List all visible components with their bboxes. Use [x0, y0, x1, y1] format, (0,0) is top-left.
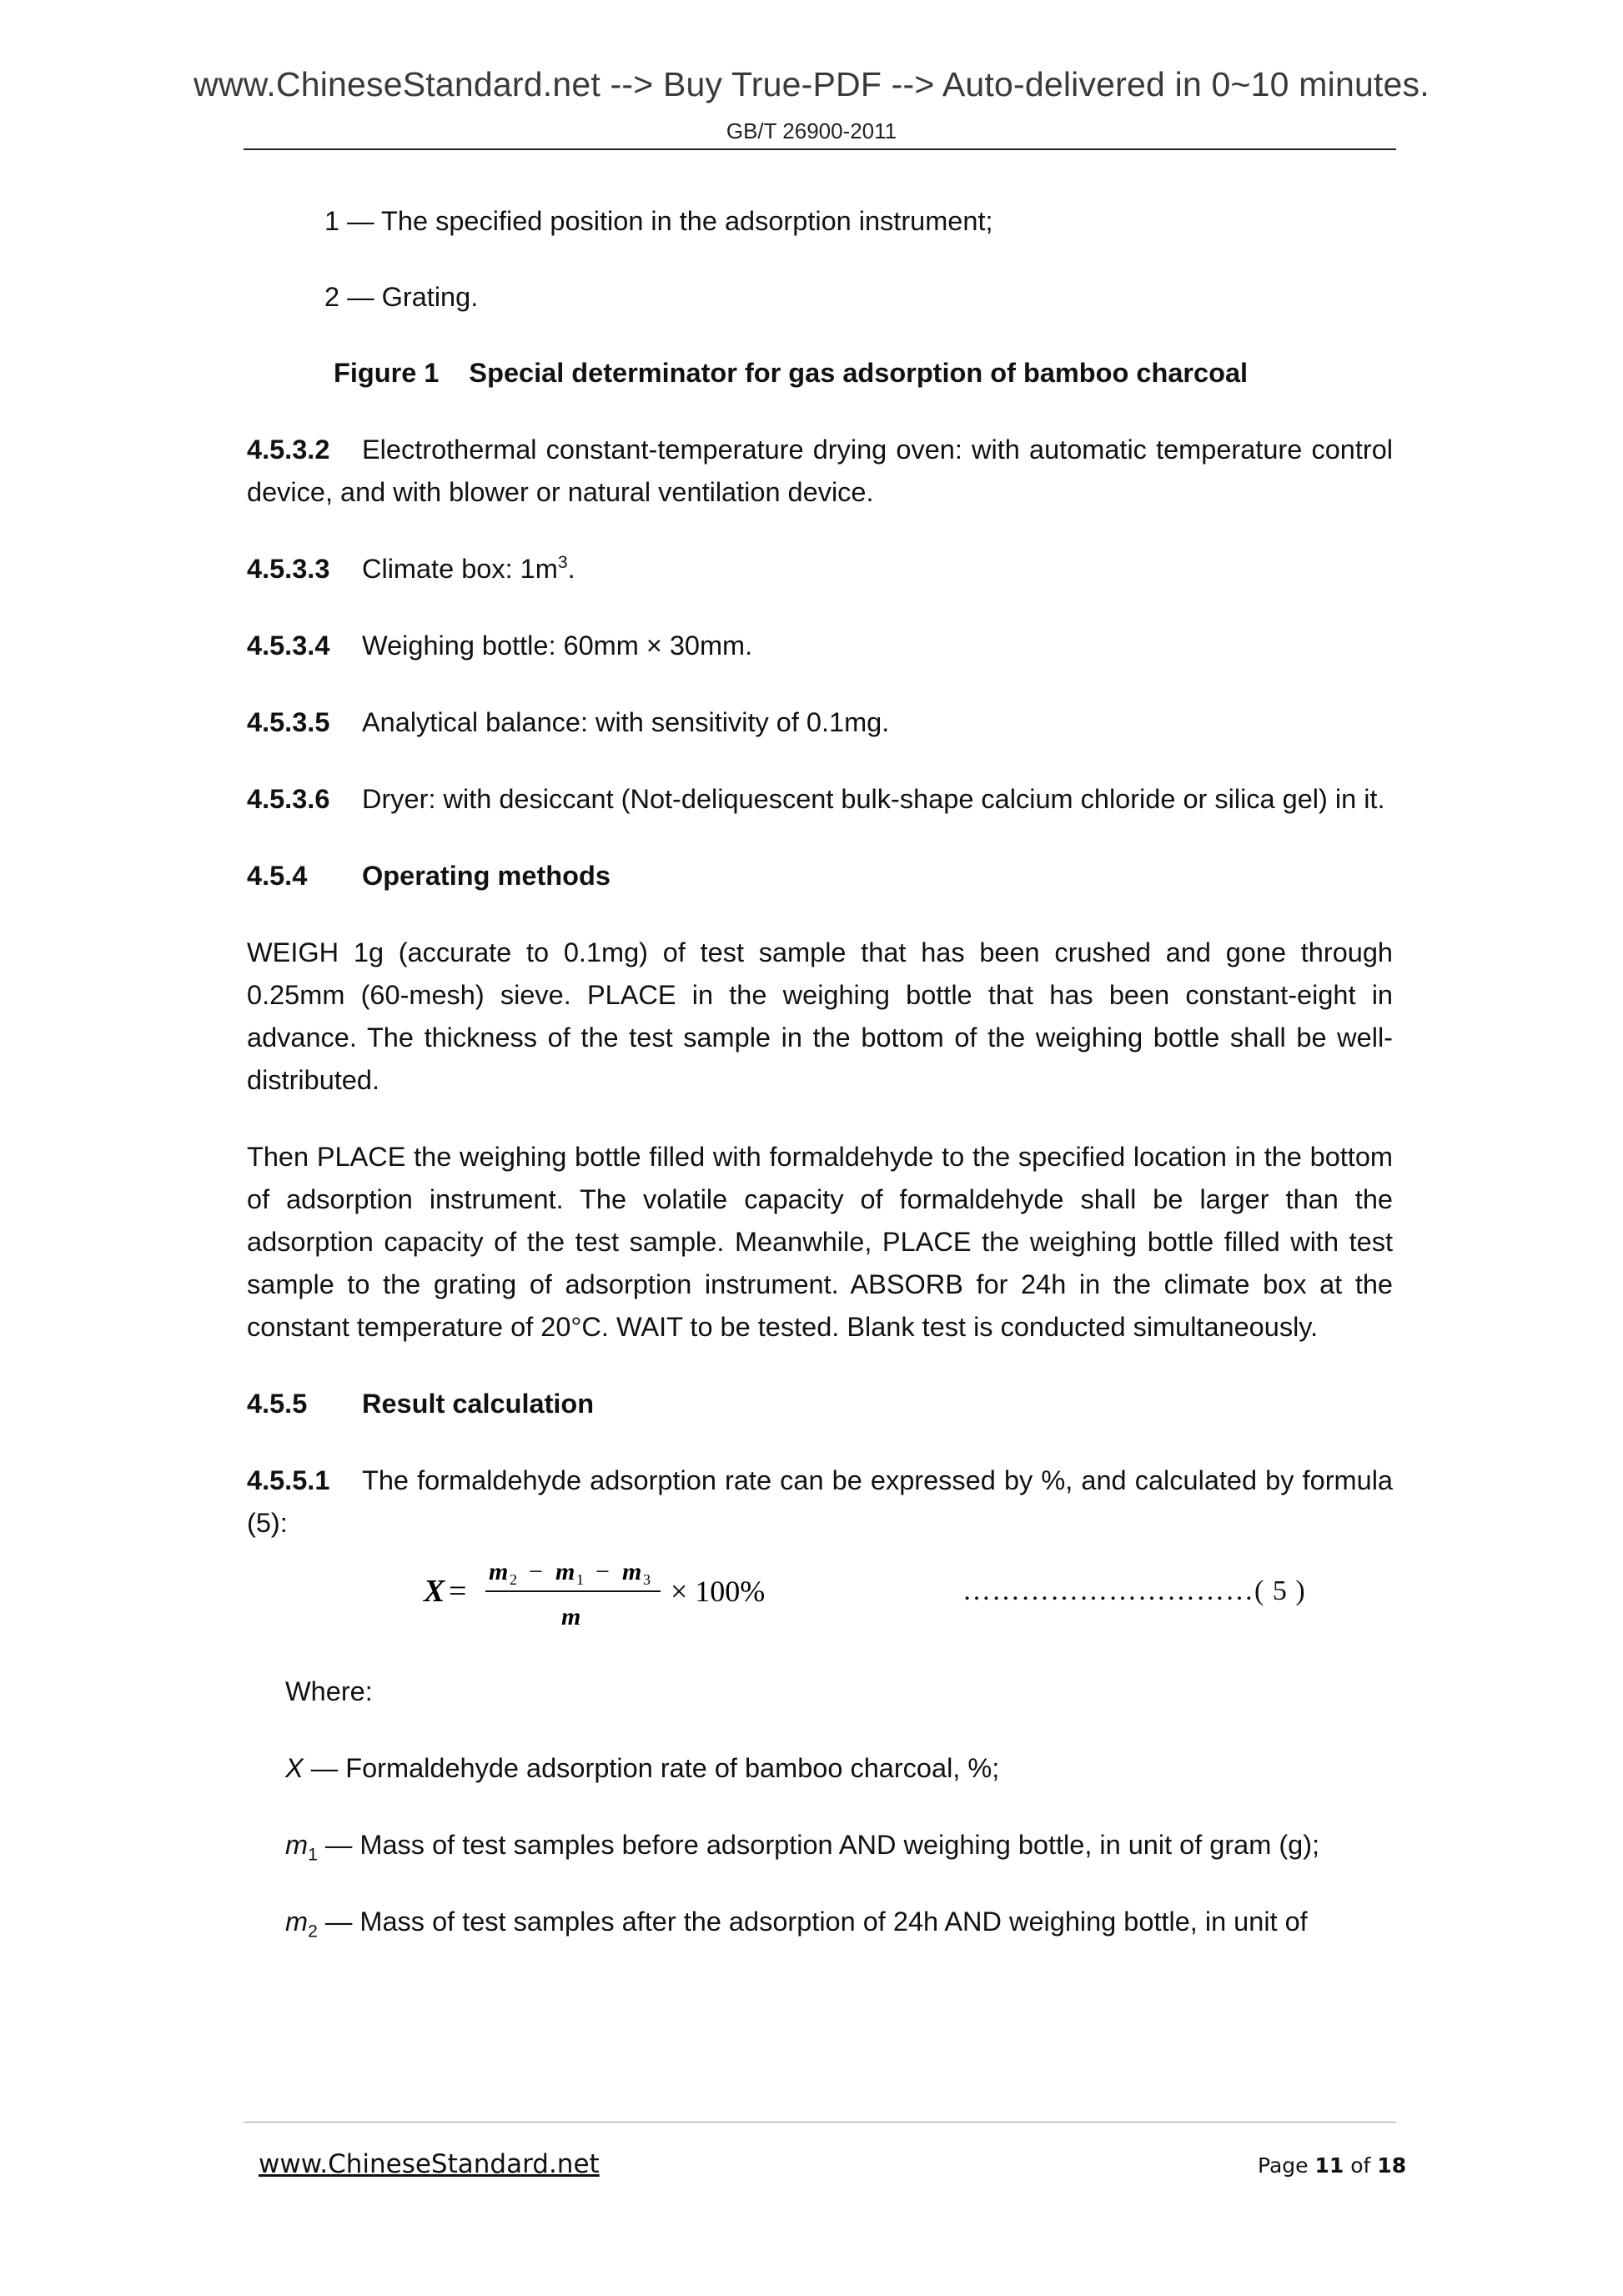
section-heading-454 — [247, 855, 1393, 897]
symbol-m1: m — [285, 1830, 309, 1860]
clause-text-tail: . — [567, 554, 575, 584]
formula-lhs: X — [424, 1574, 445, 1609]
clause-superscript: 3 — [557, 553, 568, 573]
section-number: 4.5.5 — [247, 1389, 308, 1419]
section-heading-455 — [247, 1383, 1393, 1425]
where-intro: Where: — [285, 1676, 373, 1706]
footer-site-link[interactable]: www.ChineseStandard.net — [259, 2149, 600, 2179]
formula-expression — [424, 1551, 857, 1635]
clause-text: Electrothermal constant-temperature drying oven: with automatic temperature control device, and with blower or natural ventilation device. — [247, 435, 1393, 507]
formula-m2: m — [489, 1558, 509, 1585]
symbol-m1-sub: 1 — [308, 1845, 318, 1865]
document-body — [247, 200, 1393, 1943]
formula-equals: = — [449, 1574, 467, 1609]
legend-item-1: 1 — The specified position in the adsorption instrument; — [324, 206, 993, 236]
page-of: of — [1350, 2153, 1371, 2178]
formula-denominator: m — [561, 1603, 581, 1630]
clause-text: Dryer: with desiccant (Not-deliquescent bulk-shape calcium chloride or silica gel) in it. — [362, 784, 1385, 814]
clause-4533 — [247, 548, 1393, 590]
figure-number: Figure 1 — [334, 358, 440, 388]
symbol-x: X — [285, 1753, 304, 1783]
clause-number: 4.5.3.3 — [247, 554, 330, 584]
clause-4535 — [247, 701, 1393, 744]
formula-5 — [247, 1545, 1393, 1636]
operating-paragraph-2: Then PLACE the weighing bottle filled with formaldehyde to the specified location in the bottom of adsorption instrument. The volatile capacity of formaldehyde shall be larger than the adsorption capacity of the test sample. Meanwhile, PLACE the weighing bottle filled with test sample to the grating of adsorption instrument. ABSORB for 24h in the climate box at the constant temperature of 20°C. WAIT to be tested. Blank test is conducted simultaneously. — [247, 1142, 1393, 1342]
formula-m1: m — [555, 1558, 575, 1585]
formula-number — [962, 1570, 1306, 1612]
symbol-m2: m — [285, 1907, 309, 1937]
header-rule — [244, 148, 1396, 150]
section-number: 4.5.4 — [247, 861, 308, 891]
standard-code: GB/T 26900-2011 — [726, 118, 897, 143]
formula-minus-2: − — [595, 1558, 610, 1585]
where-x-desc: — Formaldehyde adsorption rate of bamboo charcoal, %; — [303, 1753, 1000, 1783]
page-total: 18 — [1377, 2153, 1407, 2178]
page-current: 11 — [1314, 2153, 1344, 2178]
operating-paragraph-1: WEIGH 1g (accurate to 0.1mg) of test sample that has been crushed and gone through 0.25mm (60-mesh) sieve. PLACE in the weighing bottle that has been constant-eight in advance. The thickness of the test sample in the bottom of the weighing bottle shall be well-distributed. — [247, 937, 1393, 1095]
formula-m2-sub: 2 — [510, 1571, 517, 1588]
section-title: Operating methods — [362, 861, 611, 891]
clause-number: 4.5.3.4 — [247, 631, 330, 661]
where-m2-desc: — Mass of test samples after the adsorption of 24h AND weighing bottle, in unit of — [317, 1907, 1308, 1937]
clause-number: 4.5.3.6 — [247, 784, 330, 814]
formula-leader: ………………………… — [962, 1575, 1254, 1606]
symbol-m2-sub: 2 — [308, 1922, 318, 1942]
where-block — [247, 1671, 1393, 1943]
page-number — [1258, 2153, 1406, 2178]
top-banner-link[interactable]: www.ChineseStandard.net --> Buy True-PDF --> Auto-delivered in 0~10 minutes. — [193, 65, 1430, 103]
formula-minus-1: − — [529, 1558, 543, 1585]
clause-text: Analytical balance: with sensitivity of 0.1mg. — [362, 707, 890, 737]
page-label: Page — [1258, 2153, 1309, 2178]
clause-4551 — [247, 1459, 1393, 1545]
clause-text: Climate box: 1m — [362, 554, 558, 584]
formula-number-label: ( 5 ) — [1254, 1575, 1306, 1606]
figure-caption — [247, 352, 1393, 394]
legend-item-2: 2 — Grating. — [324, 282, 479, 312]
where-m2 — [285, 1901, 1393, 1943]
formula-m3-sub: 3 — [643, 1571, 651, 1588]
formula-m3: m — [622, 1558, 642, 1585]
clause-number: 4.5.3.5 — [247, 707, 330, 737]
formula-m1-sub: 1 — [576, 1571, 584, 1588]
clause-number: 4.5.5.1 — [247, 1465, 330, 1495]
footer-rule — [244, 2122, 1396, 2123]
where-m1 — [285, 1824, 1393, 1866]
clause-4536 — [247, 778, 1393, 821]
clause-4532 — [247, 429, 1393, 514]
clause-4534 — [247, 625, 1393, 667]
where-m1-desc: — Mass of test samples before adsorption AND weighing bottle, in unit of gram (g); — [317, 1830, 1320, 1860]
section-title: Result calculation — [362, 1389, 595, 1419]
where-x — [285, 1747, 1393, 1790]
figure-title: Special determinator for gas adsorption of bamboo charcoal — [469, 358, 1249, 388]
clause-text: The formaldehyde adsorption rate can be expressed by %, and calculated by formula (5): — [247, 1465, 1393, 1538]
clause-number: 4.5.3.2 — [247, 435, 330, 465]
clause-text: Weighing bottle: 60mm × 30mm. — [362, 631, 753, 661]
formula-multiplier: × 100% — [671, 1575, 766, 1608]
